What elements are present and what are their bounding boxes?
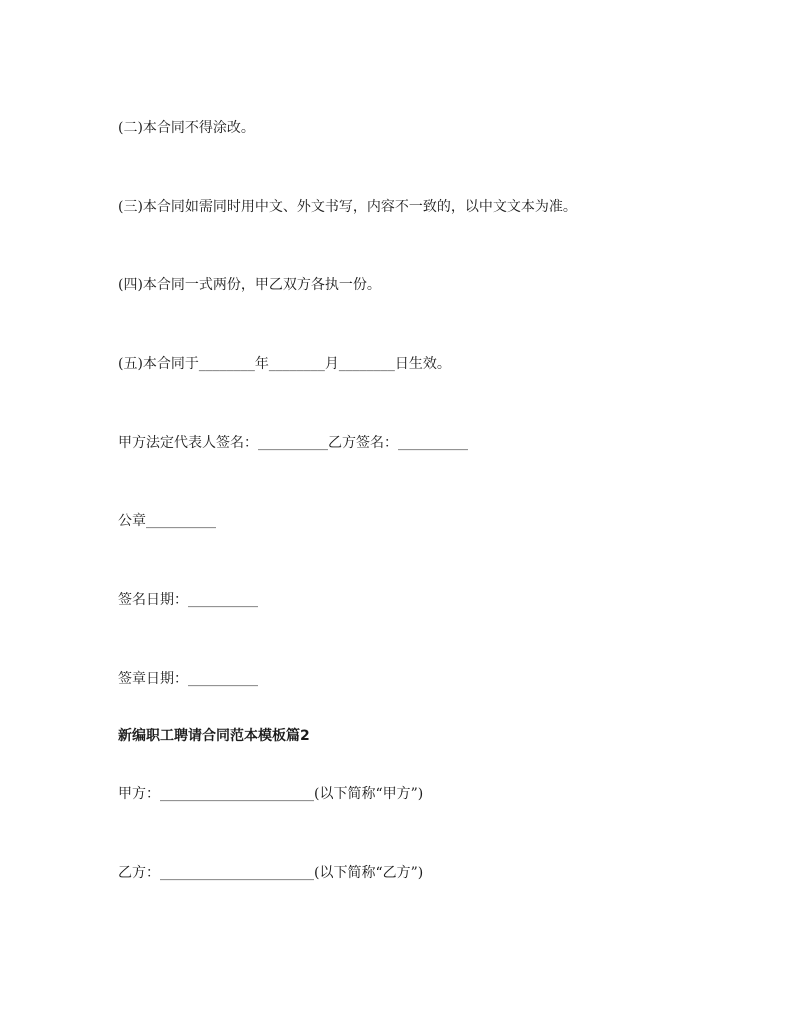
signature-line-representatives: 甲方法定代表人签名：__________乙方签名：__________ xyxy=(118,435,468,451)
clause-5: (五)本合同于________年________月________日生效。 xyxy=(118,356,451,372)
party-a-line: 甲方：______________________(以下简称“甲方”) xyxy=(118,786,424,802)
section-heading: 新编职工聘请合同范本模板篇2 xyxy=(118,728,310,744)
clause-4: (四)本合同一式两份，甲乙双方各执一份。 xyxy=(118,277,381,293)
seal-date-line: 签章日期：__________ xyxy=(118,671,258,687)
clause-3: (三)本合同如需同时用中文、外文书写，内容不一致的，以中文文本为准。 xyxy=(118,199,577,215)
clause-2: (二)本合同不得涂改。 xyxy=(118,120,255,136)
party-b-line: 乙方：______________________(以下简称“乙方”) xyxy=(118,865,424,881)
sign-date-line: 签名日期：__________ xyxy=(118,592,258,608)
seal-line: 公章__________ xyxy=(118,513,216,529)
